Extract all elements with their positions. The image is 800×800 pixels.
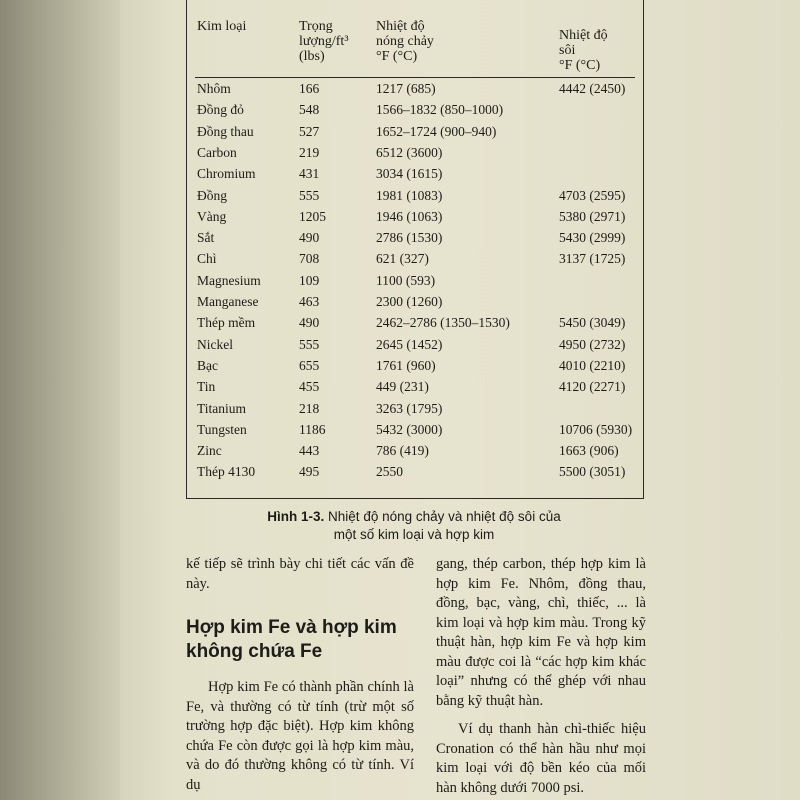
cell-melting: 1100 (593) bbox=[376, 272, 436, 288]
cell-boiling: 10706 (5930) bbox=[559, 421, 633, 437]
intro-paragraph: kế tiếp sẽ trình bày chi tiết các vấn đề này. bbox=[186, 556, 414, 592]
cell-melting: 1217 (685) bbox=[376, 81, 436, 96]
table-row bbox=[187, 102, 643, 123]
cell-metal: Tin bbox=[197, 379, 216, 395]
table-row bbox=[187, 124, 643, 145]
cell-metal: Đồng bbox=[197, 187, 227, 203]
cell-weight: 1186 bbox=[299, 421, 326, 437]
body-paragraph: Ví dụ thanh hàn chì-thiếc hiệu Cronation có thể hàn hầu như mọi kim loại với độ bền kéo của mối hàn không dưới 7000 psi. bbox=[436, 721, 646, 796]
cell-melting: 3263 (1795) bbox=[376, 400, 443, 416]
table-row bbox=[187, 209, 643, 230]
caption-line-2: một số kim loại và hợp kim bbox=[333, 527, 495, 542]
cell-metal: Bạc bbox=[197, 357, 218, 373]
cell-boiling: 4950 (2732) bbox=[559, 336, 626, 352]
cell-weight: 431 bbox=[299, 166, 320, 182]
cell-melting: 621 (327) bbox=[376, 251, 429, 267]
cell-weight: 555 bbox=[299, 187, 320, 203]
cell-weight: 555 bbox=[299, 336, 320, 352]
cell-metal: Nhôm bbox=[197, 81, 231, 96]
header-melting bbox=[376, 19, 434, 64]
header-metal: Kim loại bbox=[197, 19, 247, 34]
cell-metal: Tungsten bbox=[197, 421, 247, 437]
cell-metal: Manganese bbox=[197, 294, 259, 309]
header-weight-line: Trọng bbox=[299, 19, 333, 34]
cell-weight: 455 bbox=[299, 379, 320, 395]
cell-melting: 2550 bbox=[376, 464, 403, 480]
header-melting-line: °F (°C) bbox=[376, 49, 418, 64]
cell-weight: 218 bbox=[299, 400, 320, 416]
cell-metal: Đồng thau bbox=[197, 123, 254, 139]
cell-melting: 2645 (1452) bbox=[376, 336, 443, 352]
cell-metal: Vàng bbox=[197, 208, 227, 224]
cell-melting: 2462–2786 (1350–1530) bbox=[376, 315, 510, 331]
cell-boiling: 4010 (2210) bbox=[559, 357, 626, 373]
header-boiling-line: Nhiệt độ bbox=[559, 28, 608, 43]
cell-metal: Nickel bbox=[197, 336, 233, 352]
table-row bbox=[187, 273, 643, 294]
cell-weight: 1205 bbox=[299, 208, 326, 224]
book-spine-shadow bbox=[0, 0, 120, 800]
cell-metal: Chromium bbox=[197, 166, 256, 182]
table-row bbox=[187, 401, 643, 422]
body-paragraph: gang, thép carbon, thép hợp kim là hợp kim Fe. Nhôm, đồng thau, đồng, bạc, vàng, chì, thiếc, ... là kim loại và hợp kim màu. Trong kỹ thuật hàn, hợp kim Fe và hợp kim màu được coi là “các hợp kim khác loại” nhưng có thể ghép với nhau bằng kỹ thuật hàn. bbox=[436, 556, 646, 709]
header-weight-line: lượng/ft³ bbox=[299, 34, 349, 49]
table-row bbox=[187, 337, 643, 358]
heading-line: Hợp kim Fe và hợp kim bbox=[186, 617, 397, 638]
caption-line-1 bbox=[186, 508, 642, 526]
cell-weight: 655 bbox=[299, 357, 320, 373]
table-row bbox=[187, 145, 643, 166]
figure-caption bbox=[186, 508, 642, 544]
cell-metal: Magnesium bbox=[197, 272, 261, 288]
cell-melting: 1566–1832 (850–1000) bbox=[376, 102, 504, 118]
cell-weight: 527 bbox=[299, 123, 320, 139]
cell-metal: Chì bbox=[197, 251, 217, 267]
right-column bbox=[436, 555, 646, 798]
section-heading bbox=[186, 616, 414, 664]
header-boiling bbox=[559, 28, 608, 73]
table-row bbox=[187, 422, 643, 443]
body-paragraph: Hợp kim Fe có thành phần chính là Fe, và thường có từ tính (trừ một số trường hợp đặc biệt). Hợp kim không chứa Fe còn được gọi là hợp kim màu, và do đó thường không có từ tính. Ví dụ bbox=[186, 679, 414, 793]
cell-boiling: 1663 (906) bbox=[559, 443, 619, 459]
cell-melting: 6512 (3600) bbox=[376, 144, 443, 160]
cell-melting: 5432 (3000) bbox=[376, 421, 443, 437]
table-row bbox=[187, 166, 643, 187]
caption-text: Nhiệt độ nóng chảy và nhiệt độ sôi của bbox=[324, 509, 561, 524]
cell-melting: 786 (419) bbox=[376, 443, 429, 459]
cell-melting: 1981 (1083) bbox=[376, 187, 443, 203]
table-row bbox=[187, 315, 643, 336]
table-row bbox=[187, 379, 643, 400]
cell-weight: 708 bbox=[299, 251, 320, 267]
cell-metal: Carbon bbox=[197, 144, 237, 160]
header-weight-line: (lbs) bbox=[299, 49, 325, 64]
header-boiling-line: °F (°C) bbox=[559, 58, 601, 73]
table-row bbox=[187, 464, 643, 485]
cell-weight: 166 bbox=[299, 81, 320, 96]
cell-metal: Sắt bbox=[197, 230, 215, 246]
header-melting-line: Nhiệt độ bbox=[376, 19, 425, 34]
cell-weight: 490 bbox=[299, 315, 320, 331]
cell-metal: Zinc bbox=[197, 443, 222, 459]
cell-melting: 3034 (1615) bbox=[376, 166, 443, 182]
cell-melting: 2786 (1530) bbox=[376, 230, 443, 246]
heading-line: không chứa Fe bbox=[186, 641, 323, 662]
cell-weight: 109 bbox=[299, 272, 320, 288]
cell-metal: Thép mềm bbox=[197, 315, 256, 331]
table-row bbox=[187, 188, 643, 209]
cell-weight: 490 bbox=[299, 230, 320, 246]
header-weight bbox=[299, 19, 349, 64]
cell-boiling: 5430 (2999) bbox=[559, 230, 626, 246]
header-divider bbox=[195, 77, 635, 78]
cell-boiling: 4442 (2450) bbox=[559, 81, 626, 96]
caption-label: Hình 1-3. bbox=[267, 509, 325, 524]
cell-boiling: 3137 (1725) bbox=[559, 251, 626, 267]
cell-melting: 1946 (1063) bbox=[376, 208, 443, 224]
cell-weight: 463 bbox=[299, 294, 320, 309]
cell-metal: Đồng đỏ bbox=[197, 102, 244, 118]
cell-melting: 1652–1724 (900–940) bbox=[376, 123, 497, 139]
cell-boiling: 5380 (2971) bbox=[559, 208, 626, 224]
cell-weight: 443 bbox=[299, 443, 320, 459]
cell-boiling: 5450 (3049) bbox=[559, 315, 626, 331]
cell-weight: 219 bbox=[299, 144, 320, 160]
metals-table bbox=[186, 0, 644, 499]
cell-metal: Thép 4130 bbox=[197, 464, 256, 480]
table-row bbox=[187, 358, 643, 379]
table-row bbox=[187, 81, 643, 102]
table-row bbox=[187, 294, 643, 315]
cell-boiling: 5500 (3051) bbox=[559, 464, 626, 480]
cell-boiling: 4703 (2595) bbox=[559, 187, 626, 203]
cell-melting: 1761 (960) bbox=[376, 357, 436, 373]
table-row bbox=[187, 251, 643, 272]
cell-weight: 548 bbox=[299, 102, 320, 118]
cell-boiling: 4120 (2271) bbox=[559, 379, 626, 395]
table-row bbox=[187, 443, 643, 464]
cell-melting: 449 (231) bbox=[376, 379, 429, 395]
header-melting-line: nóng chảy bbox=[376, 34, 434, 49]
cell-weight: 495 bbox=[299, 464, 320, 480]
table-row bbox=[187, 230, 643, 251]
cell-metal: Titanium bbox=[197, 400, 247, 416]
header-boiling-line: sôi bbox=[559, 43, 576, 58]
cell-melting: 2300 (1260) bbox=[376, 294, 443, 309]
left-column bbox=[186, 555, 414, 795]
